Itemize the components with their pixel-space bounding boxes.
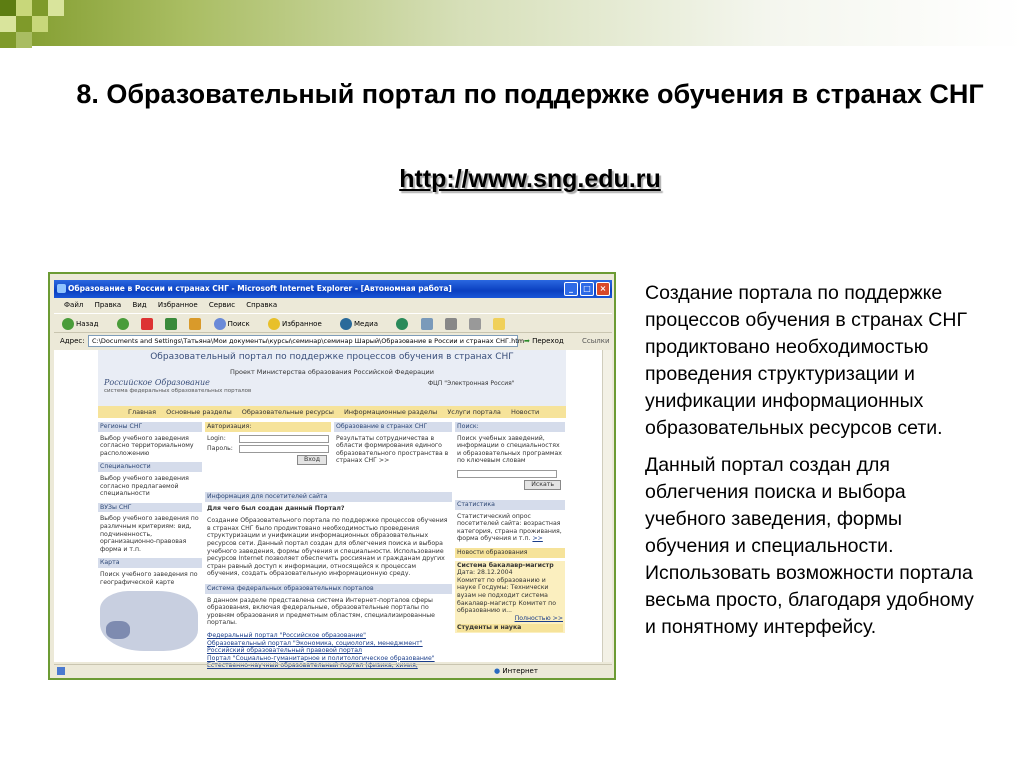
address-bar [54, 334, 612, 349]
home-icon [189, 318, 201, 330]
login-input[interactable] [239, 435, 329, 443]
info-header: Информация для посетителей сайта [205, 492, 452, 502]
password-input[interactable] [239, 445, 329, 453]
menu-file[interactable]: Файл [64, 301, 84, 309]
favorites-label: Избранное [282, 320, 322, 328]
minimize-icon[interactable]: _ [564, 282, 578, 296]
portal-search-button[interactable]: Искать [524, 480, 561, 490]
maximize-icon[interactable]: □ [580, 282, 594, 296]
left-block-text: Выбор учебного заведения согласно предлагаемой специальности [100, 474, 189, 498]
fed-link[interactable]: Российский образовательный правовой портал [207, 647, 363, 655]
search-icon [214, 318, 226, 330]
info-column [205, 492, 452, 670]
fed-link[interactable]: Федеральный портал "Российское образование" [207, 631, 366, 639]
portal-header [98, 350, 566, 406]
deco-square [32, 0, 48, 16]
nav-home[interactable]: Главная [128, 408, 157, 416]
menu-tools[interactable]: Сервис [208, 301, 236, 309]
slide-description [645, 280, 990, 651]
status-bar [54, 664, 612, 676]
news-more-link[interactable]: Полностью >> [514, 614, 563, 622]
info-question: Для чего был создан данный Портал? [207, 504, 345, 512]
search-button[interactable] [214, 320, 258, 328]
deco-square [0, 32, 16, 48]
home-button[interactable] [189, 320, 203, 328]
left-block-header[interactable]: ВУЗы СНГ [98, 503, 202, 513]
vertical-scrollbar[interactable] [602, 350, 612, 662]
sng-text[interactable]: Результаты сотрудничества в области формирования единого образовательного пространства в странах СНГ >> [336, 434, 449, 465]
news-date: Дата: 28.12.2004 [457, 569, 513, 577]
favorites-button[interactable] [268, 320, 330, 328]
search-text: Поиск учебных заведений, информации о специальностях и образовательных программах по ключевым словам [457, 434, 562, 465]
stats-body: Статистический опрос посетителей сайта: возрастная категория, страна проживания, форма обучения и т.п. [457, 512, 562, 543]
stats-header: Статистика [455, 500, 565, 510]
nav-sections[interactable]: Основные разделы [166, 408, 232, 416]
fed-text: В данном разделе представлена система Интернет-порталов сферы образования, включая федеральные, образовательные порталы по уровням образования и предметным областям, специализированные порталы. [207, 596, 435, 627]
stats-text [455, 513, 565, 543]
password-field [207, 445, 329, 453]
history-button[interactable] [396, 320, 410, 328]
portal-nav [98, 406, 566, 418]
news-header: Новости образования [455, 548, 565, 558]
stop-button[interactable] [141, 320, 155, 328]
window-title: Образование в России и странах СНГ - Microsoft Internet Explorer - [Автономная работа] [68, 284, 452, 293]
left-column [98, 422, 202, 655]
menu-edit[interactable]: Правка [94, 301, 122, 309]
password-label: Пароль: [207, 444, 233, 452]
menu-bar [54, 299, 612, 311]
map-image[interactable] [100, 591, 198, 651]
browser-toolbar [54, 313, 612, 333]
fed-link[interactable]: Образовательный портал "Экономика, социология, менеджмент" [207, 639, 423, 647]
back-button[interactable] [62, 320, 106, 328]
left-block-text: Выбор учебного заведения согласно территориальному расположению [100, 434, 194, 457]
history-icon [396, 318, 408, 330]
nav-services[interactable]: Услуги портала [447, 408, 501, 416]
mail-button[interactable] [421, 320, 435, 328]
search-label: Поиск [227, 320, 250, 328]
menu-view[interactable]: Вид [132, 301, 147, 309]
refresh-button[interactable] [165, 320, 179, 328]
fcp-label: ФЦП "Электронная Россия" [428, 380, 515, 387]
internet-zone [494, 665, 538, 677]
nav-resources[interactable]: Образовательные ресурсы [241, 408, 334, 416]
slide-title: 8. Образовательный портал по поддержке обучения в странах СНГ [76, 79, 984, 109]
auth-column [205, 422, 331, 473]
deco-square [16, 16, 32, 32]
sng-column [334, 422, 452, 470]
deco-square [16, 32, 32, 48]
portal-search-input[interactable] [457, 470, 557, 478]
print-button[interactable] [445, 320, 459, 328]
login-field [207, 435, 329, 443]
auth-header: Авторизация: [205, 422, 331, 432]
go-button[interactable] [524, 334, 564, 349]
forward-button[interactable] [117, 320, 131, 328]
browser-screenshot [48, 272, 616, 680]
slide-url[interactable]: http://www.sng.edu.ru [399, 165, 661, 193]
print-icon [445, 318, 457, 330]
nav-news[interactable]: Новости [510, 408, 540, 416]
fed-link[interactable]: Естественно-научный образовательный портал (физика, химия, [207, 662, 418, 670]
close-icon[interactable]: × [596, 282, 610, 296]
right-column [455, 422, 565, 633]
media-label: Медиа [354, 320, 379, 328]
left-block-header[interactable]: Регионы СНГ [98, 422, 202, 432]
portal-subheading: Проект Министерства образования Российской Федерации [230, 368, 434, 376]
menu-help[interactable]: Справка [246, 301, 278, 309]
portal-logo-sub: система федеральных образовательных порталов [104, 388, 252, 394]
star-icon [268, 318, 280, 330]
deco-square [16, 0, 32, 16]
news-title[interactable]: Система бакалавр-магистр [457, 561, 554, 569]
deco-square [48, 0, 64, 16]
messenger-button[interactable] [493, 320, 507, 328]
forward-arrow-icon [117, 318, 129, 330]
left-block-header[interactable]: Карта [98, 558, 202, 568]
zone-label: Интернет [502, 667, 538, 675]
login-button[interactable]: Вход [297, 455, 327, 465]
left-block-text: Поиск учебного заведения по географической карте [100, 570, 198, 586]
news-block [455, 561, 565, 633]
back-arrow-icon [62, 318, 74, 330]
news-next-title[interactable]: Студенты и наука [457, 624, 563, 632]
page-viewport [54, 350, 602, 670]
search-header: Поиск: [455, 422, 565, 432]
address-input[interactable]: C:\Documents and Settings\Татьяна\Мои документы\курсы\семинар\семинар Шарый\Образование в России и странах СНГ.htm [88, 335, 518, 347]
news-text: Комитет по образованию и науке Госдумы: Технически вузам не подходит система бакалавр-магистр Комитет по образованию и... [457, 576, 557, 615]
media-icon [340, 318, 352, 330]
menu-favorites[interactable]: Избранное [157, 301, 198, 309]
description-paragraph: Данный портал создан для облегчения поиска и выбора учебного заведения, формы обучения и специальности. Использовать возможности портала весьма просто, благодаря удобному и понятному интерфейсу. [645, 454, 974, 638]
edit-icon [469, 318, 481, 330]
back-label: Назад [76, 320, 99, 328]
refresh-icon [165, 318, 177, 330]
address-label: Адрес: [60, 337, 85, 345]
left-block-header[interactable]: Специальности [98, 462, 202, 472]
sng-header[interactable]: Образование в странах СНГ [334, 422, 452, 432]
left-block-text: Выбор учебного заведения по различным критериям: вид, подчиненность, организационно-правовая форма и т.п. [100, 515, 199, 553]
go-arrow-icon: ➡ [524, 337, 530, 345]
ie-icon [57, 284, 66, 293]
mail-icon [421, 318, 433, 330]
page-status-icon [57, 667, 65, 675]
portal-heading: Образовательный портал по поддержке процессов обучения в странах СНГ [150, 352, 514, 362]
fed-header: Система федеральных образовательных порталов [205, 584, 452, 594]
deco-square [0, 16, 16, 32]
folder-icon [493, 318, 505, 330]
go-label: Переход [532, 337, 564, 345]
window-titlebar [54, 280, 612, 298]
login-label: Login: [207, 434, 226, 442]
description-paragraph: Создание портала по поддержке процессов обучения в странах СНГ продиктовано необходимостью проведения структуризации и унификации информационных образовательных ресурсов сети. [645, 282, 968, 439]
links-button[interactable]: Ссылки [582, 337, 610, 345]
stats-more-link[interactable]: >> [532, 535, 543, 543]
edit-button[interactable] [469, 320, 483, 328]
info-text: Создание Образовательного портала по поддержке процессов обучения в странах СНГ было продиктовано необходимостью проведения структуризации и унификации информационных образовательных ресурсов сети. Данный портал создан для облегчения поиска и выбора учебного заведения, формы обучения и специальности. Использование ресурсов Internet позволяет обеспечить россиянам и гражданам других стран равный доступ к информации, относящейся к процессам обучения, создать образовательную информационную среду. [207, 517, 448, 578]
portal-logo[interactable]: Российское Образование [104, 378, 210, 387]
top-gradient-band [0, 0, 1024, 46]
top-decoration [0, 0, 1024, 46]
deco-square [0, 0, 16, 16]
globe-icon: ● [494, 667, 501, 675]
fed-link[interactable]: Портал "Социально-гуманитарное и политологическое образование" [207, 654, 435, 662]
media-button[interactable] [340, 320, 386, 328]
stop-icon [141, 318, 153, 330]
nav-info[interactable]: Информационные разделы [343, 408, 438, 416]
deco-square [32, 16, 48, 32]
